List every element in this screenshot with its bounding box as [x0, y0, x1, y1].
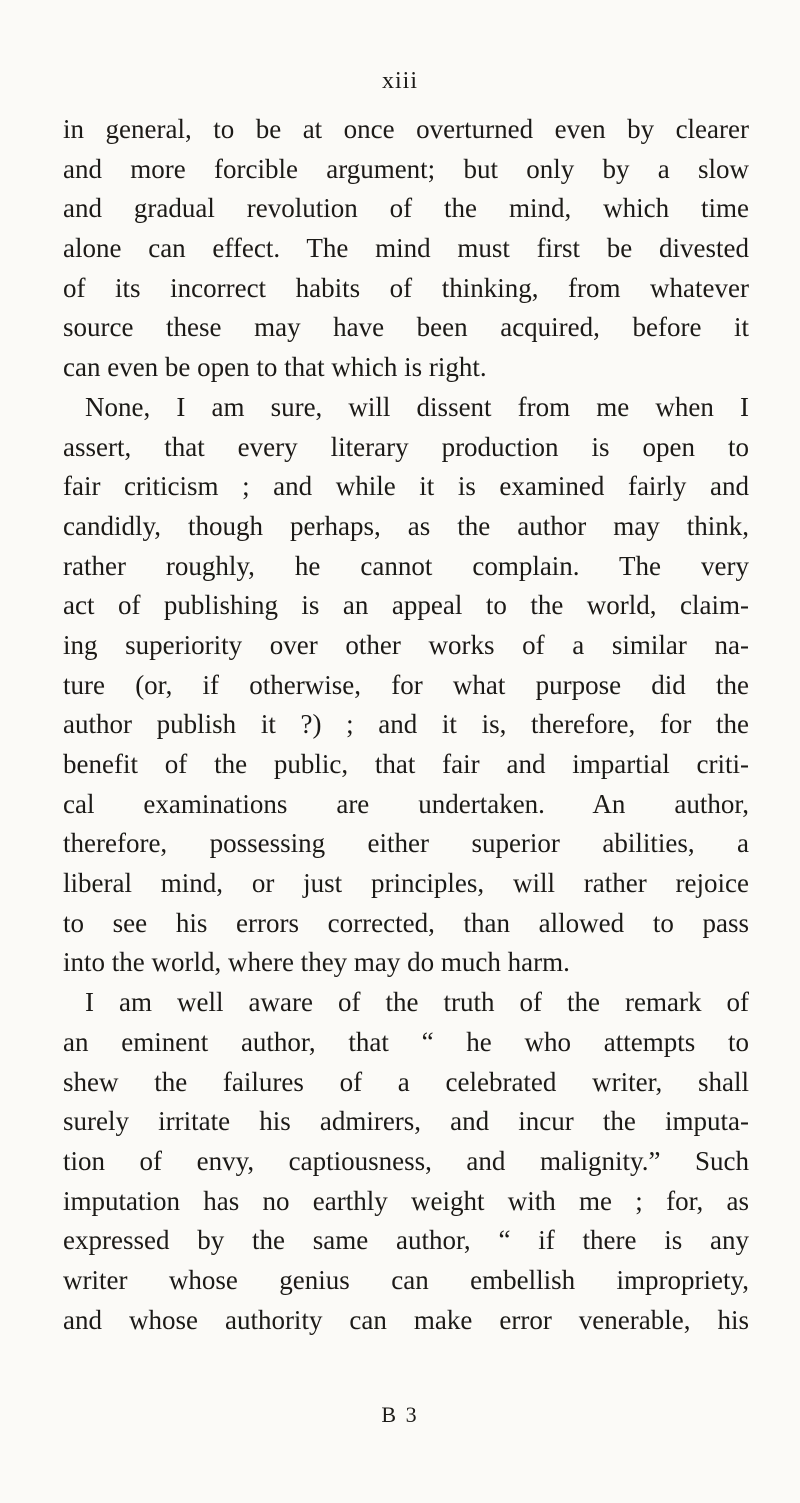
text-line: therefore, possessing either superior abilities, a [63, 828, 749, 859]
page-number: xiii [381, 68, 418, 94]
text-line: shew the failures of a celebrated writer, shall [63, 1066, 749, 1097]
text-line: writer whose genius can embellish impropriety, [63, 1264, 749, 1295]
signature-mark: B 3 [381, 1402, 419, 1427]
text-line: imputation has no earthly weight with me ; for, as [63, 1185, 749, 1216]
text-line: act of publishing is an appeal to the world, claim- [63, 590, 749, 621]
text-line: tion of envy, captiousness, and malignity.” Such [63, 1145, 749, 1176]
text-line: candidly, though perhaps, as the author may think, [63, 510, 749, 541]
text-line: fair criticism ; and while it is examined fairly and [63, 471, 749, 502]
text-line: can even be open to that which is right. [63, 352, 487, 383]
text-line: alone can effect. The mind must first be divested [63, 233, 749, 264]
text-line: source these may have been acquired, before it [63, 312, 749, 343]
text-line: into the world, where they may do much harm. [63, 947, 570, 978]
text-line: and more forcible argument; but only by a slow [63, 153, 749, 184]
paragraph-start-line: I am well aware of the truth of the remark of [85, 987, 749, 1018]
text-line: rather roughly, he cannot complain. The very [63, 550, 749, 581]
text-line: benefit of the public, that fair and impartial criti- [63, 749, 749, 779]
text-line: and whose authority can make error venerable, his [63, 1304, 749, 1335]
body-text [63, 110, 749, 1340]
text-line: and gradual revolution of the mind, which time [63, 193, 749, 224]
text-line: cal examinations are undertaken. An author, [63, 788, 749, 819]
text-line: assert, that every literary production is open to [63, 431, 749, 462]
text-line: of its incorrect habits of thinking, from whatever [63, 272, 749, 303]
text-line: ture (or, if otherwise, for what purpose did the [63, 669, 749, 700]
paragraph-start-line: None, I am sure, will dissent from me when I [85, 391, 749, 422]
text-line: surely irritate his admirers, and incur the imputa- [63, 1106, 749, 1137]
text-line: an eminent author, that “ he who attempts to [63, 1026, 749, 1057]
text-line: to see his errors corrected, than allowed to pass [63, 907, 749, 938]
text-line: ing superiority over other works of a similar na- [63, 629, 749, 660]
text-line: expressed by the same author, “ if there is any [63, 1225, 749, 1256]
text-line: author publish it ?) ; and it is, therefore, for the [63, 709, 749, 740]
text-line: liberal mind, or just principles, will rather rejoice [63, 868, 749, 899]
text-line: in general, to be at once overturned even by clearer [63, 114, 749, 144]
